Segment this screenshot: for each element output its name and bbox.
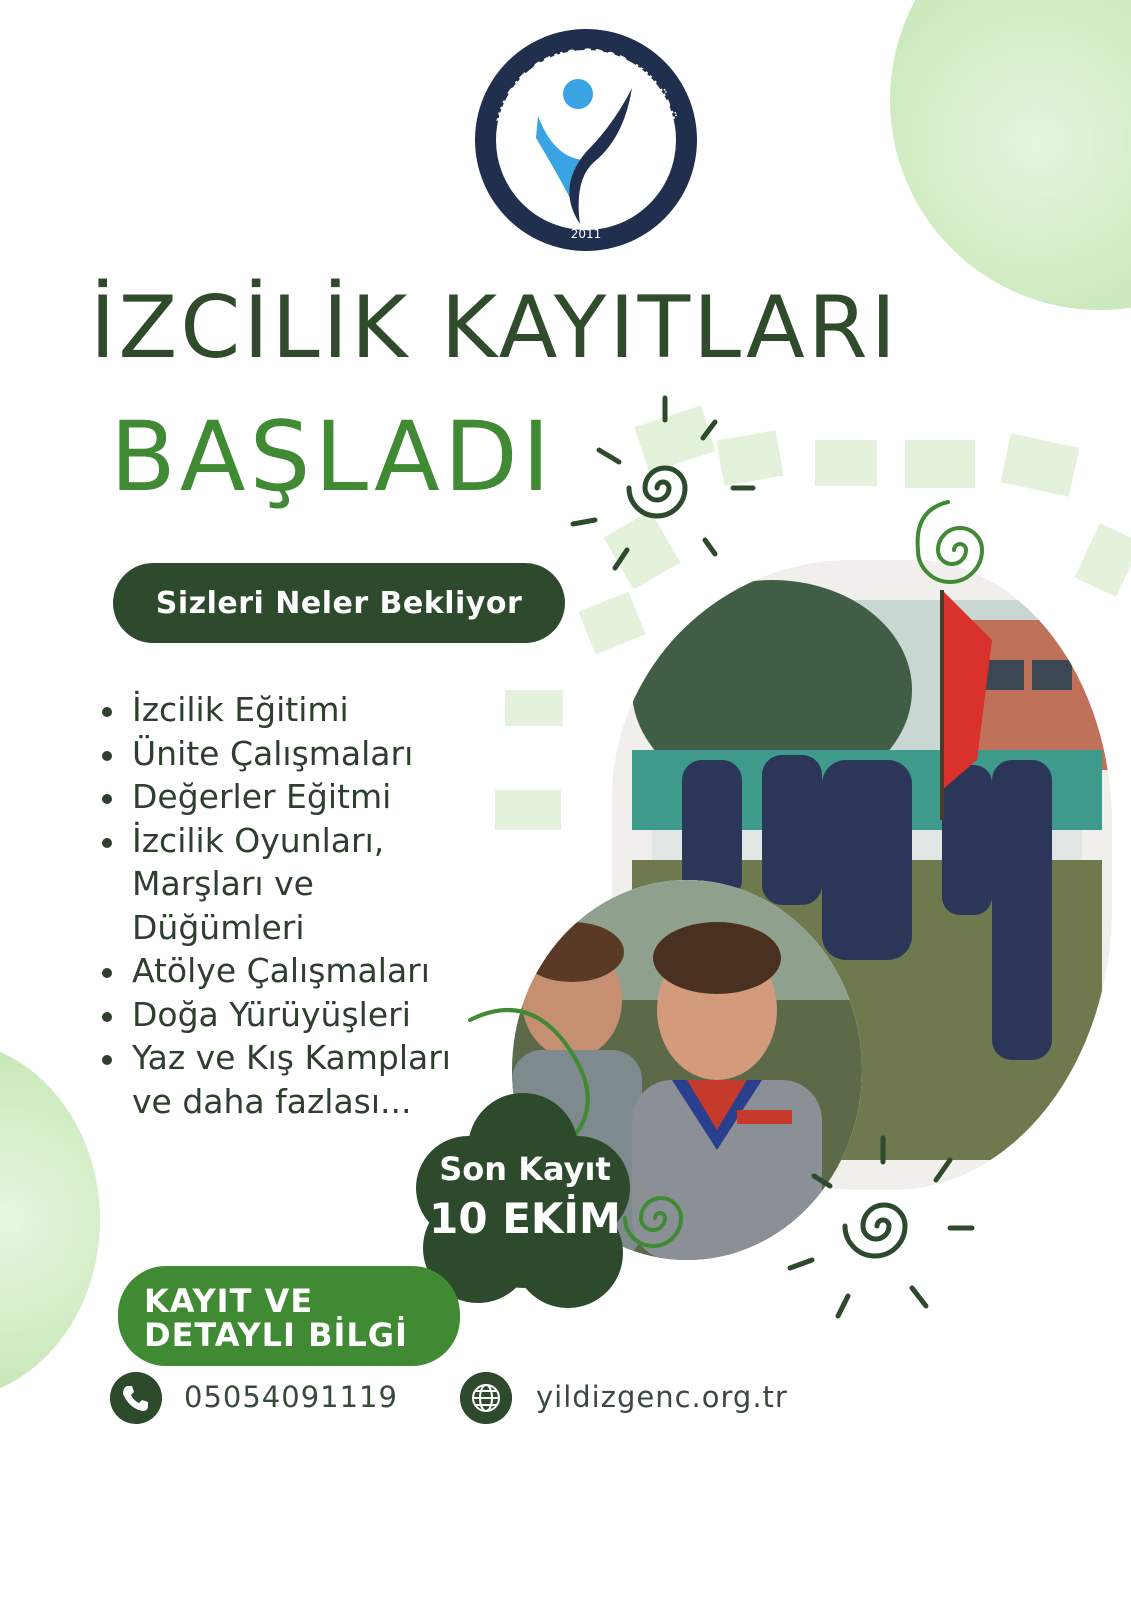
phone-icon[interactable] bbox=[110, 1372, 162, 1424]
globe-icon[interactable] bbox=[460, 1372, 512, 1424]
deadline-label: Son Kayıt bbox=[439, 1150, 611, 1188]
list-item: İzcilik Eğitimi bbox=[96, 688, 496, 732]
badge-label: Sizleri Neler Bekliyor bbox=[155, 585, 523, 621]
logo-year: 2011 bbox=[570, 227, 602, 241]
page-title: İZCİLİK KAYITLARI bbox=[90, 278, 900, 378]
register-info-button[interactable] bbox=[118, 1266, 460, 1366]
list-item: Atölye Çalışmaları bbox=[96, 949, 496, 993]
register-line-2: DETAYLI BİLGİ bbox=[144, 1316, 408, 1354]
list-item: Doğa Yürüyüşleri bbox=[96, 993, 496, 1037]
deadline-badge bbox=[410, 1150, 640, 1243]
deadline-date: 10 EKİM bbox=[429, 1194, 621, 1243]
website-link[interactable]: yildizgenc.org.tr bbox=[536, 1380, 788, 1414]
logo-arc-text: YILDIZ GENÇ SPOR KULÜBÜ bbox=[494, 46, 678, 125]
list-item: Değerler Eğitmi bbox=[96, 775, 496, 819]
list-item: Yaz ve Kış Kampları ve daha fazlası... bbox=[96, 1036, 496, 1123]
phone-number[interactable]: 05054091119 bbox=[184, 1380, 398, 1414]
list-item: Ünite Çalışmaları bbox=[96, 732, 496, 776]
page-subtitle: BAŞLADI bbox=[110, 401, 555, 513]
list-item: İzcilik Oyunları, Marşları ve Düğümleri bbox=[96, 819, 496, 950]
register-line-1: KAYIT VE bbox=[144, 1282, 314, 1320]
